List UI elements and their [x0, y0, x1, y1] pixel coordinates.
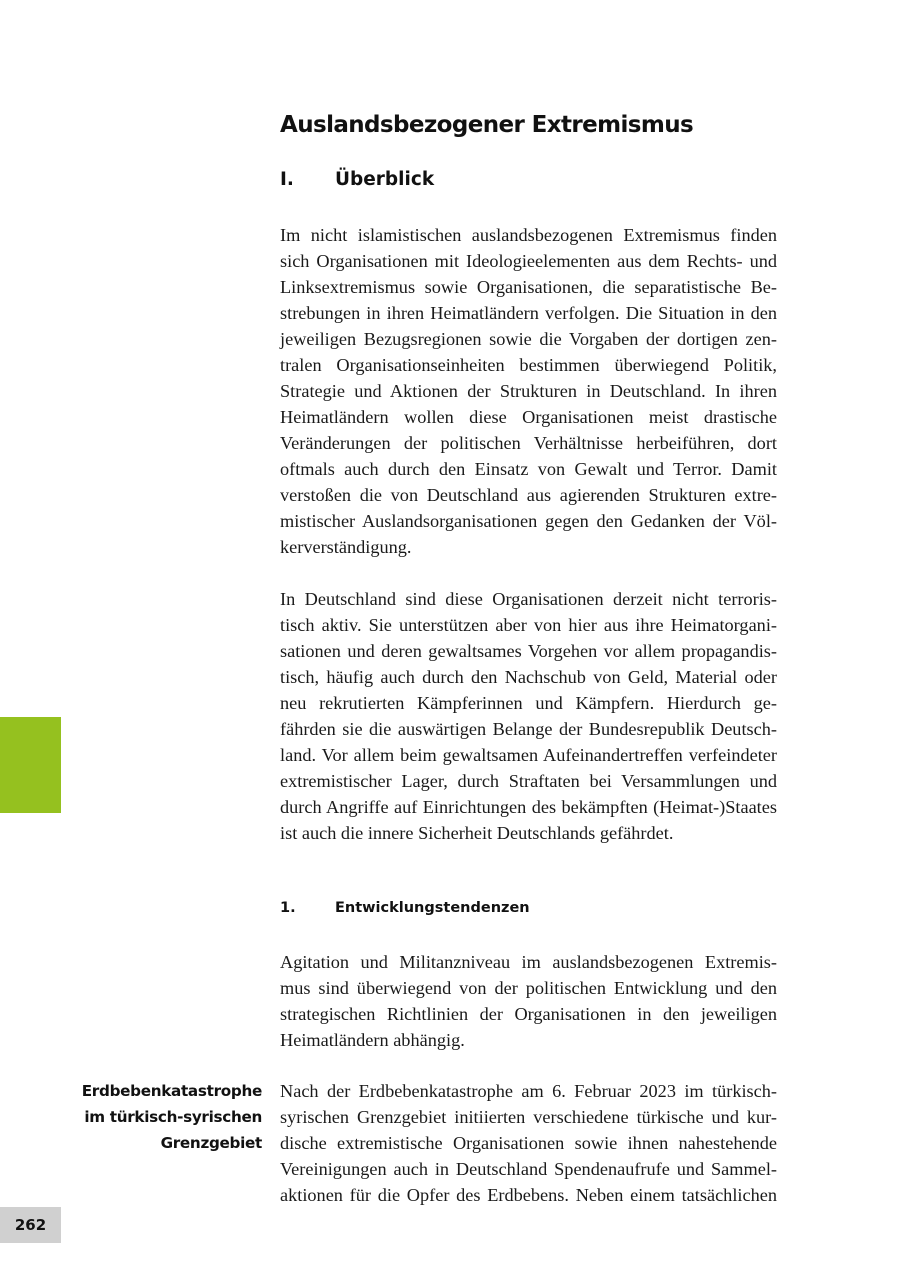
text-line: sationen und deren gewaltsames Vorgehen vor allem propagandis-	[280, 641, 777, 661]
text-line: aktionen für die Opfer des Erdbebens. Neben einem tatsächlichen	[280, 1185, 777, 1205]
text-line: Heimatländern wollen diese Organisationen meist drastische	[280, 407, 777, 427]
chapter-color-tab	[0, 717, 61, 813]
section-title: Überblick	[335, 169, 435, 190]
margin-note	[60, 1078, 262, 1156]
text-line: durch Angriffe auf Einrichtungen des bekämpften (Heimat-)Staates	[280, 797, 777, 817]
text-line: fährden sie die auswärtigen Belange der Bundesrepublik Deutsch-	[280, 719, 777, 739]
subsection-number: 1.	[280, 900, 296, 916]
subsection-heading	[280, 900, 530, 916]
text-line: Strategie und Aktionen der Strukturen in Deutschland. In ihren	[280, 381, 777, 401]
text-line: land. Vor allem beim gewaltsamen Aufeinandertreffen verfeindeter	[280, 745, 777, 765]
text-line: mistischer Auslandsorganisationen gegen den Gedanken der Völ-	[280, 511, 777, 531]
text-line: tralen Organisationseinheiten bestimmen überwiegend Politik,	[280, 355, 777, 375]
section-heading	[280, 169, 434, 190]
text-line: Vereinigungen auch in Deutschland Spendenaufrufe und Sammel-	[280, 1159, 777, 1179]
text-line: Linksextremismus sowie Organisationen, die separatistische Be-	[280, 277, 777, 297]
text-line: jeweiligen Bezugsregionen sowie die Vorgaben der dortigen zen-	[280, 329, 777, 349]
paragraph-overview-2	[280, 586, 777, 846]
text-line: tisch aktiv. Sie unterstützen aber von hier aus ihre Heimatorgani-	[280, 615, 777, 635]
margin-note-line: Grenzgebiet	[160, 1134, 262, 1152]
text-line: ist auch die innere Sicherheit Deutschlands gefährdet.	[280, 823, 674, 843]
text-line: strebungen in ihren Heimatländern verfolgen. Die Situation in den	[280, 303, 777, 323]
text-line: Veränderungen der politischen Verhältnisse herbeiführen, dort	[280, 433, 777, 453]
text-line: strategischen Richtlinien der Organisationen in den jeweiligen	[280, 1004, 777, 1024]
subsection-title: Entwicklungstendenzen	[335, 900, 530, 916]
text-line: kerverständigung.	[280, 537, 412, 557]
paragraph-trends-1	[280, 949, 777, 1053]
text-line: mus sind überwiegend von der politischen Entwicklung und den	[280, 978, 777, 998]
paragraph-overview-1	[280, 222, 777, 560]
text-line: Nach der Erdbebenkatastrophe am 6. Februar 2023 im türkisch-	[280, 1081, 777, 1101]
text-line: Heimatländern abhängig.	[280, 1030, 465, 1050]
margin-note-line: im türkisch-syrischen	[84, 1108, 262, 1126]
text-line: syrischen Grenzgebiet initiierten verschiedene türkische und kur-	[280, 1107, 777, 1127]
text-line: dische extremistische Organisationen sowie ihnen nahestehende	[280, 1133, 777, 1153]
chapter-title: Auslandsbezogener Extremismus	[280, 112, 694, 138]
text-line: oftmals auch durch den Einsatz von Gewalt und Terror. Damit	[280, 459, 777, 479]
text-line: verstoßen die von Deutschland aus agierenden Strukturen extre-	[280, 485, 777, 505]
text-line: neu rekrutierten Kämpferinnen und Kämpfern. Hierdurch ge-	[280, 693, 777, 713]
text-line: sich Organisationen mit Ideologieelementen aus dem Rechts- und	[280, 251, 777, 271]
text-line: In Deutschland sind diese Organisationen derzeit nicht terroris-	[280, 589, 777, 609]
text-line: Agitation und Militanzniveau im auslandsbezogenen Extremis-	[280, 952, 777, 972]
paragraph-earthquake	[280, 1078, 777, 1208]
text-line: Im nicht islamistischen auslandsbezogenen Extremismus finden	[280, 225, 777, 245]
margin-note-line: Erdbebenkatastrophe	[81, 1082, 262, 1100]
section-number: I.	[280, 169, 294, 190]
text-line: extremistischer Lager, durch Straftaten bei Versammlungen und	[280, 771, 777, 791]
text-line: tisch, häufig auch durch den Nachschub von Geld, Material oder	[280, 667, 777, 687]
page-number: 262	[0, 1207, 61, 1243]
